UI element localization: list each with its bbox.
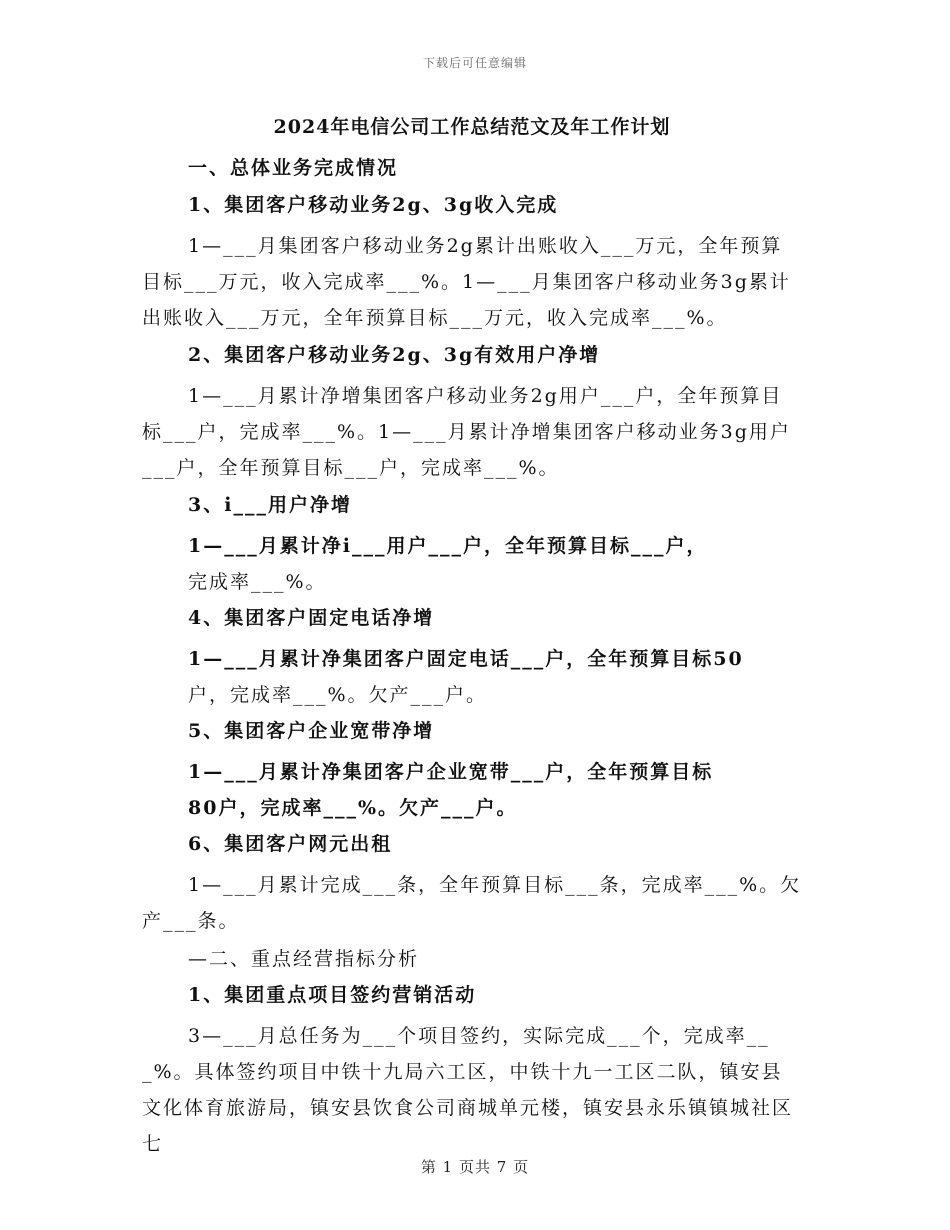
section1-item6-text: 1—___月累计完成___条，全年预算目标___条，完成率___%。欠产___条。 bbox=[142, 874, 802, 932]
section1-item5-heading: 5、集团客户企业宽带净增 bbox=[188, 720, 435, 742]
section1-item5-line2: 80户，完成率___%。欠产___户。 bbox=[188, 797, 518, 819]
section2-item1-text: 3—___月总任务为___个项目签约，实际完成___个，完成率___%。具体签约项目中铁十九局六工区，中铁十九一工区二队，镇安县文化体育旅游局，镇安县饮食公司商城单元楼，镇安县永乐镇镇城社区七 bbox=[142, 1025, 794, 1155]
page-footer: 第 1 页共 7 页 bbox=[420, 1158, 530, 1176]
section2-heading: —二、重点经营指标分析 bbox=[188, 948, 420, 970]
section1-item4-heading: 4、集团客户固定电话净增 bbox=[188, 607, 435, 629]
section1-item1-heading: 1、集团客户移动业务2g、3g收入完成 bbox=[188, 194, 559, 216]
section1-item4-line2: 户，完成率___%。欠产___户。 bbox=[188, 684, 488, 706]
section1-item6-heading: 6、集团客户网元出租 bbox=[188, 833, 393, 855]
section1-item3-heading: 3、i___用户净增 bbox=[188, 494, 352, 516]
document-content bbox=[142, 112, 802, 1167]
document-title: 2024年电信公司工作总结范文及年工作计划 bbox=[273, 116, 671, 138]
section1-item2-text: 1—___月累计净增集团客户移动业务2g用户___户，全年预算目标___户，完成率___%。1—___月累计净增集团客户移动业务3g用户___户，全年预算目标___户，完成率___%。 bbox=[142, 385, 791, 479]
header-note: 下载后可任意编辑 bbox=[422, 56, 527, 70]
section2-item1-heading: 1、集团重点项目签约营销活动 bbox=[188, 984, 477, 1006]
section1-item3-line1: 1—___月累计净i___用户___户，全年预算目标___户， bbox=[188, 535, 708, 557]
section1-item4-line1: 1—___月累计净集团客户固定电话___户，全年预算目标50 bbox=[188, 648, 744, 670]
section1-item1-text: 1—___月集团客户移动业务2g累计出账收入___万元，全年预算目标___万元，收入完成率___%。1—___月集团客户移动业务3g累计出账收入___万元，全年预算目标___万元，收入完成率___%。 bbox=[142, 235, 791, 329]
section1-heading: 一、总体业务完成情况 bbox=[188, 157, 399, 179]
section1-item5-line1: 1—___月累计净集团客户企业宽带___户，全年预算目标 bbox=[188, 761, 714, 783]
section1-item2-heading: 2、集团客户移动业务2g、3g有效用户净增 bbox=[188, 344, 601, 366]
section1-item3-line2: 完成率___%。 bbox=[188, 571, 327, 593]
